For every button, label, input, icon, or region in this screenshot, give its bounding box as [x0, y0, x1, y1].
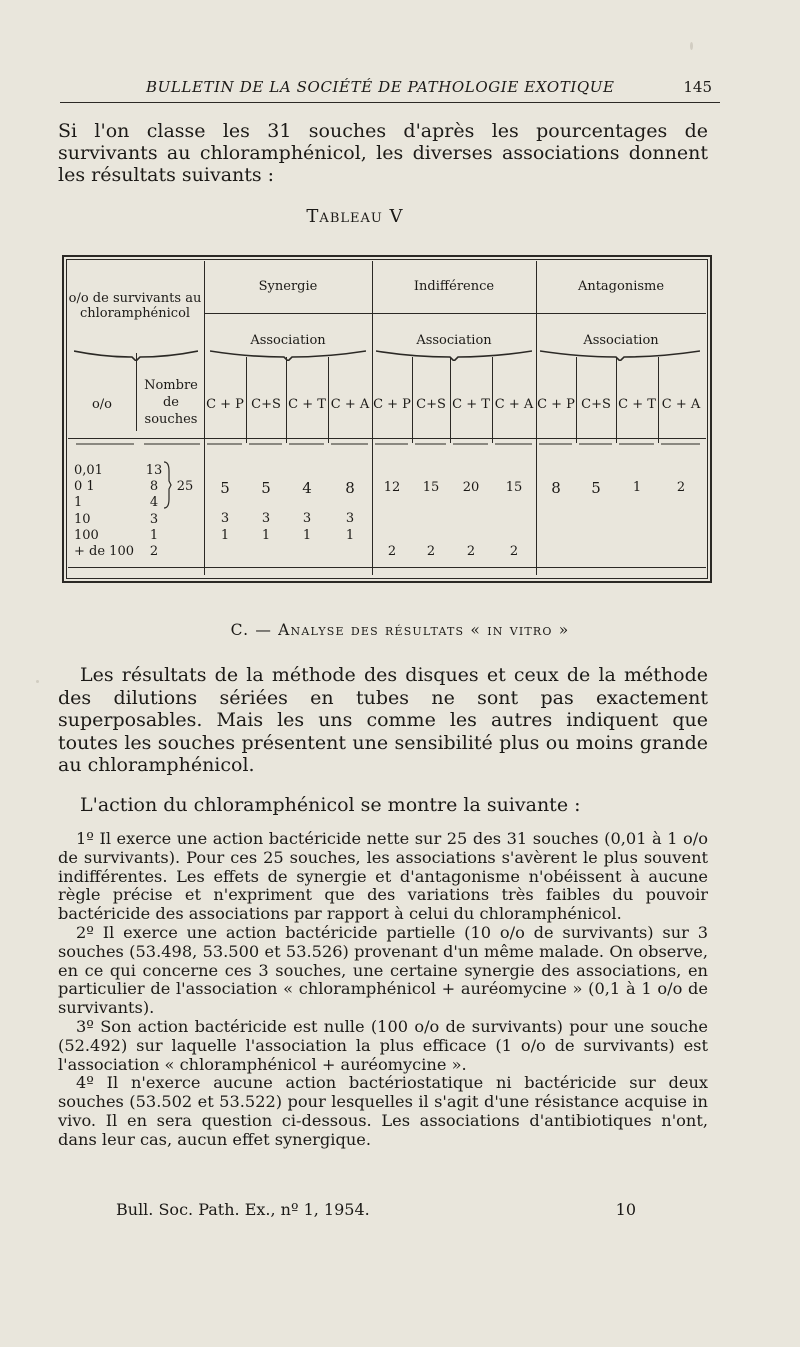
cell-value: 2 [509, 544, 519, 559]
finding-item: 2º Il exerce une action bactéricide partielle (10 o/o de survivants) sur 3 souches (53.498, 53.500 et 53.526) provenant d'un même malade. On observe, en ce qui concerne ces 3 souches, une certaine synergie des associations, en particulier de l'association « chloramphénicol + auréomycine » (0,1 à 1 o/o de survivants). [58, 922, 708, 1018]
assoc-col-header: C + P [373, 397, 411, 412]
cell-value: 2 [387, 544, 397, 559]
brace-icon [376, 349, 532, 361]
assoc-col-header: C + T [452, 397, 490, 412]
cell-value: 5 [220, 479, 230, 497]
assoc-col-header: C + T [618, 397, 656, 412]
table-line [68, 438, 706, 439]
cell-value: 8 [551, 479, 561, 497]
pct-value: 1 [74, 495, 83, 510]
brace-icon [210, 349, 366, 361]
pct-value: 10 [74, 512, 91, 527]
pct-value: + de 100 [74, 544, 134, 559]
cell-value: 1 [302, 528, 312, 543]
cell-value: 20 [462, 480, 480, 495]
count-value: 13 [145, 463, 163, 478]
cell-value: 3 [220, 511, 230, 526]
assoc-col-header: C+S [416, 397, 446, 412]
assoc-col-header: C + A [330, 397, 370, 412]
cell-value: 2 [676, 480, 686, 495]
intro-paragraph: Si l'on classe les 31 souches d'après les pourcentages de survivants au chloramphénicol, les diverses associations donnent les résultats suivants : [58, 120, 708, 186]
assoc-col-header: C+S [581, 397, 611, 412]
journal-citation: Bull. Soc. Path. Ex., nº 1, 1954. [116, 1200, 370, 1219]
finding-item: 1º Il exerce une action bactéricide nette sur 25 des 31 souches (0,01 à 1 o/o de survivants). Pour ces 25 souches, les associations s'avèrent le plus souvent indifférentes. Les effets de synergie et d'antagonisme n'obéissent à aucune règle précise et n'expriment que des variations très faibles du pouvoir bactéricide des associations par rapport à celui du chloramphénicol. [58, 829, 708, 924]
cell-value: 4 [302, 479, 312, 497]
count-group-total: 25 [176, 479, 194, 494]
section-title: C. — Analyse des résultats « in vitro » [230, 621, 570, 639]
brace-icon [162, 461, 172, 509]
cell-value: 3 [261, 511, 271, 526]
page-number: 145 [683, 78, 712, 96]
cell-value: 2 [466, 544, 476, 559]
findings-list [58, 830, 708, 1150]
finding-item: 4º Il n'exerce aucune action bactériostatique ni bactéricide sur deux souches (53.502 et 53.522) pour lesquelles il s'agit d'une résistance acquise in vivo. Il en sera question ci-dessous. Les associations d'antibiotiques n'ont, dans leur cas, aucun effet synergique. [58, 1073, 708, 1149]
association-label: Association [583, 333, 659, 348]
group-synergie: Synergie [258, 279, 318, 294]
cell-value: 3 [302, 511, 312, 526]
group-antagonisme: Antagonisme [577, 279, 665, 294]
assoc-col-header: C + P [537, 397, 575, 412]
cell-value: 1 [632, 480, 642, 495]
data-table [62, 255, 712, 583]
survivors-column-header: o/o de survivants au chloramphénicol [68, 291, 202, 321]
pct-subheader: o/o [91, 397, 113, 412]
cell-value: 1 [261, 528, 271, 543]
cell-value: 15 [505, 480, 523, 495]
cell-value: 12 [383, 480, 401, 495]
assoc-col-header: C + T [288, 397, 326, 412]
running-header [60, 74, 720, 104]
table-line [68, 567, 706, 568]
cell-value: 2 [426, 544, 436, 559]
count-subheader: Nombre de souches [144, 378, 198, 427]
assoc-col-header: C + A [494, 397, 534, 412]
association-label: Association [416, 333, 492, 348]
column-dashes [74, 441, 704, 447]
association-label: Association [250, 333, 326, 348]
count-value: 8 [149, 479, 159, 494]
count-value: 2 [149, 544, 159, 559]
brace-icon [540, 349, 700, 361]
table-line [204, 313, 706, 314]
paper-speck [690, 42, 693, 50]
group-indifference: Indifférence [413, 279, 495, 294]
header-rule [60, 102, 720, 103]
paper-speck [36, 680, 39, 683]
count-value: 3 [149, 512, 159, 527]
assoc-col-header: C + A [661, 397, 701, 412]
count-value: 4 [149, 495, 159, 510]
cell-value: 1 [345, 528, 355, 543]
cell-value: 5 [261, 479, 271, 497]
sheet-number: 10 [615, 1200, 636, 1219]
assoc-col-header: C + P [206, 397, 244, 412]
table-line [536, 261, 537, 575]
assoc-col-header: C+S [251, 397, 281, 412]
pct-value: 100 [74, 528, 99, 543]
action-intro: L'action du chloramphénicol se montre la suivante : [80, 794, 581, 816]
table-line [372, 261, 373, 575]
cell-value: 15 [422, 480, 440, 495]
cell-value: 8 [345, 479, 355, 497]
brace-icon [74, 349, 198, 361]
cell-value: 1 [220, 528, 230, 543]
pct-value: 0 1 [74, 479, 95, 494]
cell-value: 5 [591, 479, 601, 497]
pct-value: 0,01 [74, 463, 103, 478]
table-title: Tableau V [306, 206, 404, 227]
journal-title: BULLETIN DE LA SOCIÉTÉ DE PATHOLOGIE EXOTIQUE [146, 78, 615, 96]
finding-item: 3º Son action bactéricide est nulle (100 o/o de survivants) pour une souche (52.492) sur laquelle l'association la plus efficace (1 o/o de survivants) est l'association « chloramphénicol + auréomycine ». [58, 1016, 708, 1074]
count-value: 1 [149, 528, 159, 543]
table-line [136, 353, 137, 431]
results-paragraph: Les résultats de la méthode des disques et ceux de la méthode des dilutions sériées en tubes ne sont pas exactement superposables. Mais les uns comme les autres indiquent que toutes les souches présentent une sensibilité plus ou moins grande au chloramphénicol. [58, 664, 708, 776]
cell-value: 3 [345, 511, 355, 526]
